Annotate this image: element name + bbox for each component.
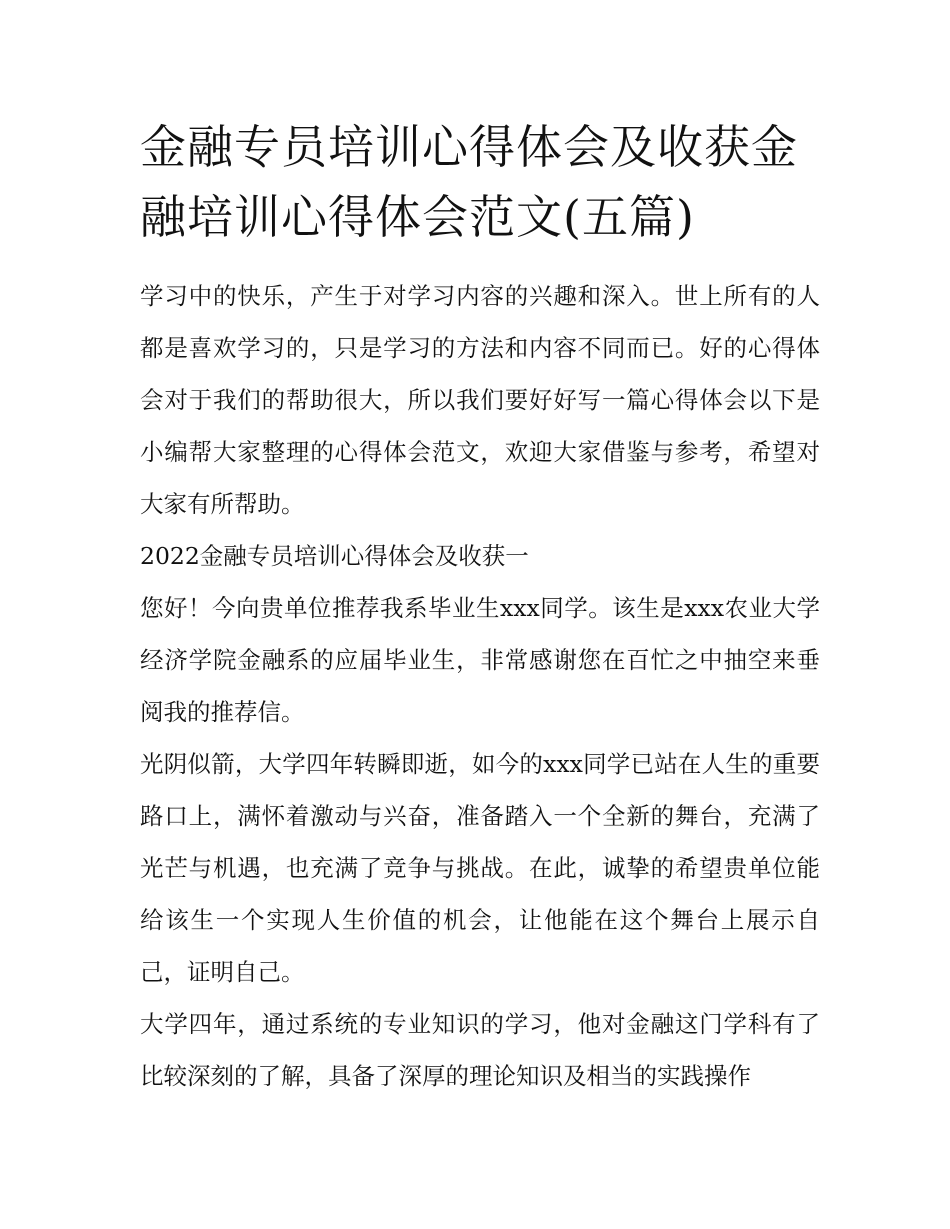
body-paragraph: 大学四年，通过系统的专业知识的学习，他对金融这门学科有了比较深刻的了解，具备了深厚的理论知识及相当的实践操作 [140,1010,820,1090]
greeting-paragraph: 您好！今向贵单位推荐我系毕业生xxx同学。该生是xxx农业大学经济学院金融系的应届毕业生，非常感谢您在百忙之中抽空来垂阅我的推荐信。 [140,594,820,726]
document-body [140,112,820,1102]
body-paragraph: 光阴似箭，大学四年转瞬即逝，如今的xxx同学已站在人生的重要路口上，满怀着激动与兴奋，准备踏入一个全新的舞台，充满了光芒与机遇，也充满了竞争与挑战。在此，诚挚的希望贵单位能给该生一个实现人生价值的机会，让他能在这个舞台上展示自己，证明自己。 [140,750,820,986]
intro-paragraph: 学习中的快乐，产生于对学习内容的兴趣和深入。世上所有的人都是喜欢学习的，只是学习的方法和内容不同而已。好的心得体会对于我们的帮助很大，所以我们要好好写一篇心得体会以下是小编帮大家整理的心得体会范文，欢迎大家借鉴与参考，希望对大家有所帮助。 [140,282,820,518]
section-heading: 2022金融专员培训心得体会及收获一 [140,542,529,570]
document-title: 金融专员培训心得体会及收获金融培训心得体会范文(五篇) [140,120,798,244]
